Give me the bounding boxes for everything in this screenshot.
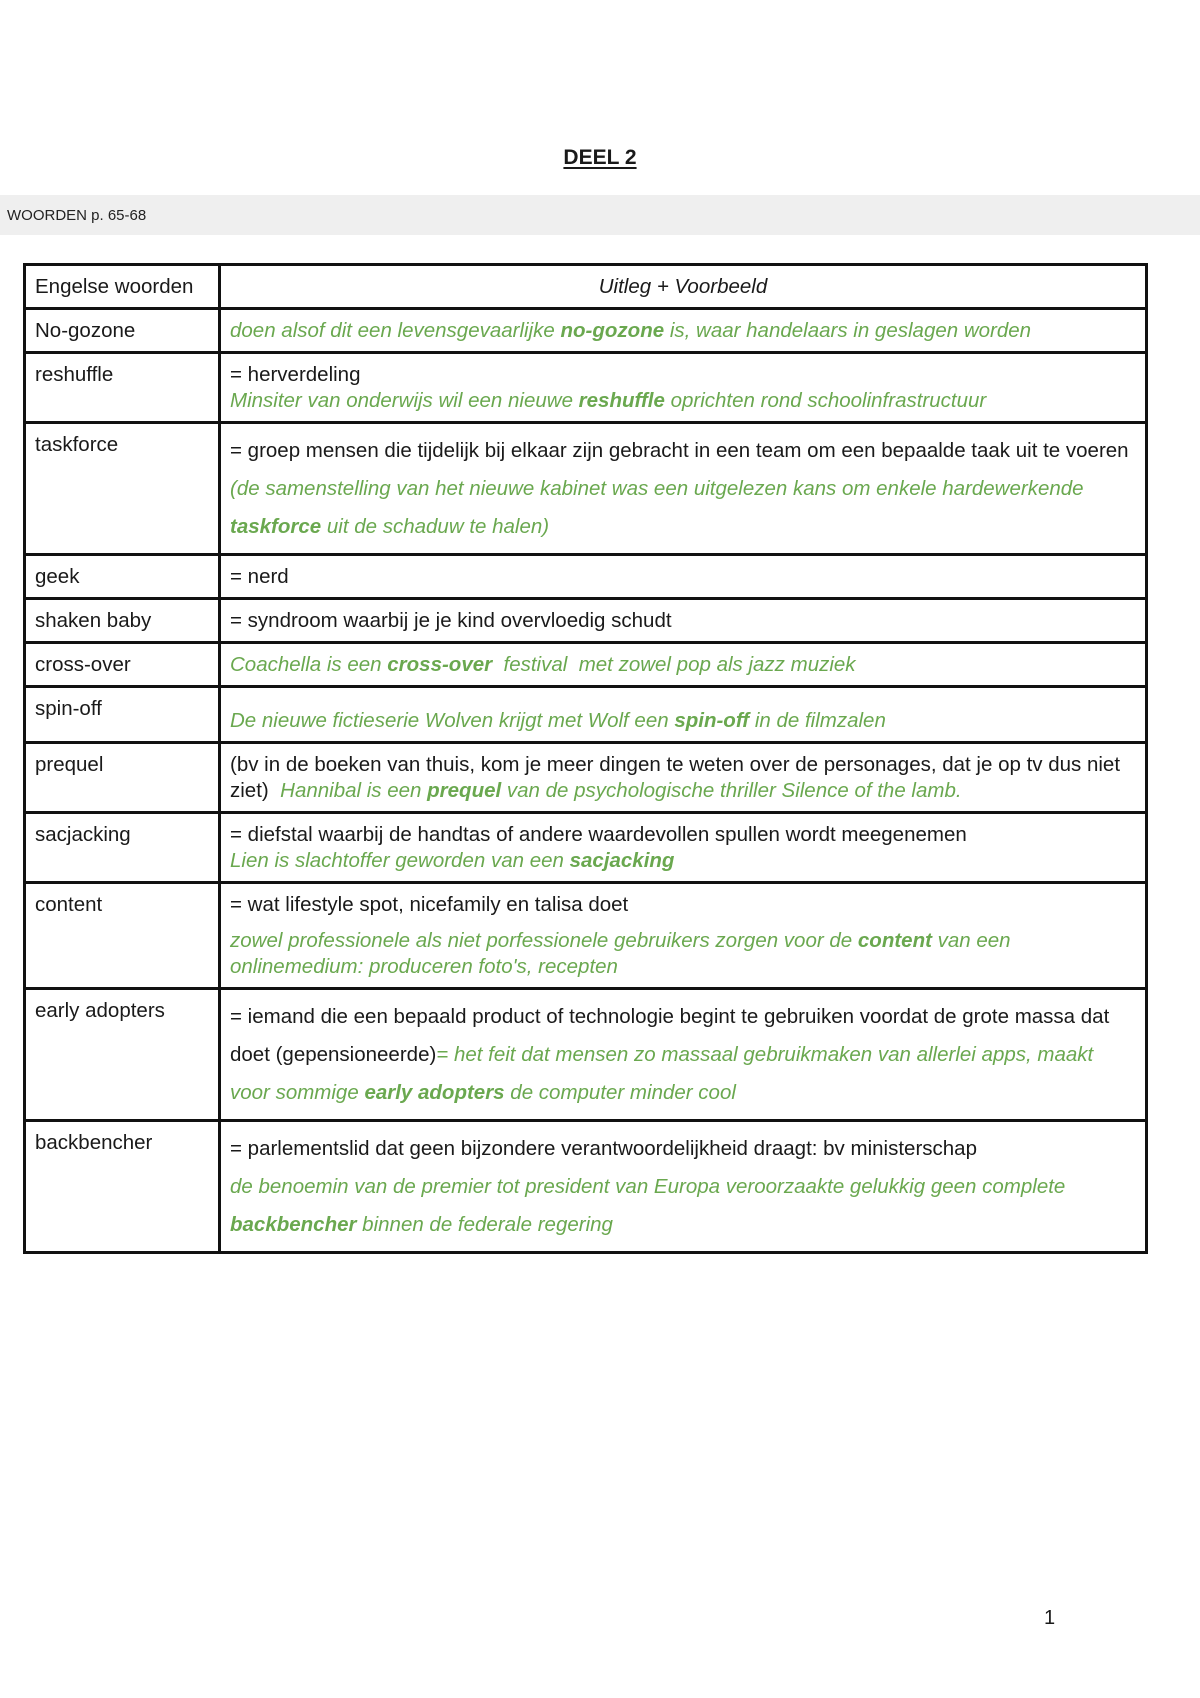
table-row	[25, 555, 1147, 599]
example-keyword: early adopters	[364, 1081, 505, 1104]
term-cell: taskforce	[25, 423, 220, 555]
example-text: doen alsof dit een levensgevaarlijke	[230, 319, 561, 342]
explanation-cell	[220, 643, 1147, 687]
example-text: De nieuwe fictieserie Wolven krijgt met Wolf een	[230, 709, 675, 732]
explanation-cell	[220, 599, 1147, 643]
definition-text: = parlementslid dat geen bijzondere verantwoordelijkheid draagt: bv ministerschap	[230, 1137, 977, 1160]
example-sentence	[230, 653, 856, 676]
example-sentence	[230, 848, 1136, 874]
explanation-cell	[220, 743, 1147, 813]
table-row	[25, 813, 1147, 883]
explanation-cell	[220, 555, 1147, 599]
example-keyword: reshuffle	[578, 389, 665, 412]
table-row	[25, 687, 1147, 743]
example-sentence	[280, 779, 961, 802]
example-text: zowel professionele als niet porfessionele gebruikers zorgen voor de	[230, 929, 858, 952]
explanation-cell	[220, 1121, 1147, 1253]
example-sentence	[230, 388, 1136, 414]
explanation-cell	[220, 423, 1147, 555]
table-row	[25, 309, 1147, 353]
example-keyword: cross-over	[387, 653, 493, 676]
example-text: de benoemin van de premier tot president van Europa veroorzaakte gelukkig geen complete	[230, 1175, 1066, 1198]
table-row	[25, 743, 1147, 813]
example-text: Coachella is een	[230, 653, 388, 676]
example-text: Minsiter van onderwijs wil een nieuwe	[230, 389, 579, 412]
page-number: 1	[1044, 1607, 1056, 1629]
example-keyword: spin-off	[674, 709, 750, 732]
vocabulary-table	[23, 263, 1148, 1254]
definition-text: = wat lifestyle spot, nicefamily en talisa doet	[230, 893, 629, 916]
page-title: DEEL 2	[563, 146, 637, 169]
section-header	[0, 195, 1200, 235]
example-keyword: taskforce	[230, 515, 322, 538]
definition-text: = groep mensen die tijdelijk bij elkaar zijn gebracht in een team om een bepaalde taak uit te voeren	[230, 439, 1129, 462]
term-cell: early adopters	[25, 989, 220, 1121]
term-cell: sacjacking	[25, 813, 220, 883]
definition-text: = syndroom waarbij je je kind overvloedig schudt	[230, 609, 672, 632]
table-row	[25, 353, 1147, 423]
example-text: uit de schaduw te halen)	[321, 515, 550, 538]
example-text: de computer minder cool	[504, 1081, 736, 1104]
term-cell: shaken baby	[25, 599, 220, 643]
example-sentence	[230, 1168, 1136, 1244]
explanation-cell	[220, 309, 1147, 353]
table-row	[25, 1121, 1147, 1253]
example-keyword: backbencher	[230, 1213, 357, 1236]
definition-text: = nerd	[230, 565, 289, 588]
term-cell: prequel	[25, 743, 220, 813]
table-row	[25, 643, 1147, 687]
table-row	[25, 883, 1147, 989]
term-cell: backbencher	[25, 1121, 220, 1253]
example-sentence	[230, 477, 1084, 538]
example-keyword: sacjacking	[569, 849, 675, 872]
explanation-cell	[220, 883, 1147, 989]
example-keyword: content	[857, 929, 932, 952]
example-text: = het feit dat mensen zo massaal gebruikmaken van allerlei apps, maakt voor sommige	[230, 1043, 1094, 1104]
example-sentence	[230, 709, 886, 732]
explanation-cell	[220, 353, 1147, 423]
header-term: Engelse woorden	[25, 265, 220, 309]
term-cell: cross-over	[25, 643, 220, 687]
definition-text: = diefstal waarbij de handtas of andere waardevollen spullen wordt meegenemen	[230, 823, 967, 846]
example-text: (de samenstelling van het nieuwe kabinet was een uitgelezen kans om enkele hardewerkende	[230, 477, 1084, 500]
example-sentence	[230, 928, 1136, 980]
section-label: WOORDEN p. 65-68	[7, 207, 147, 224]
example-text: van de psychologische thriller Silence of the lamb.	[501, 779, 962, 802]
table-header-row	[25, 265, 1147, 309]
example-text: in de filmzalen	[749, 709, 886, 732]
example-text: is, waar handelaars in geslagen worden	[664, 319, 1032, 342]
example-text: van een onlinemedium: produceren foto's, recepten	[230, 929, 1011, 978]
term-cell: geek	[25, 555, 220, 599]
term-cell: No-gozone	[25, 309, 220, 353]
example-text: oprichten rond schoolinfrastructuur	[664, 389, 987, 412]
header-explanation: Uitleg + Voorbeeld	[220, 265, 1147, 309]
example-keyword: no-gozone	[560, 319, 665, 342]
example-text: Lien is slachtoffer geworden van een	[230, 849, 570, 872]
table-row	[25, 423, 1147, 555]
table-row	[25, 599, 1147, 643]
example-keyword: prequel	[427, 779, 502, 802]
explanation-cell	[220, 813, 1147, 883]
example-text: binnen de federale regering	[356, 1213, 613, 1236]
table-row	[25, 989, 1147, 1121]
explanation-cell	[220, 989, 1147, 1121]
term-cell: content	[25, 883, 220, 989]
example-sentence	[230, 319, 1031, 342]
definition-text: (bv in de boeken van thuis, kom je meer dingen te weten over de personages, dat je op tv dus niet ziet)	[230, 753, 1121, 802]
example-text: Hannibal is een	[280, 779, 428, 802]
example-text: festival met zowel pop als jazz muziek	[492, 653, 856, 676]
explanation-cell	[220, 687, 1147, 743]
definition-text: = iemand die een bepaald product of technologie begint te gebruiken voordat de grote massa dat doet (gepensioneerde)	[230, 1005, 1110, 1066]
term-cell: spin-off	[25, 687, 220, 743]
definition-text: = herverdeling	[230, 363, 361, 386]
term-cell: reshuffle	[25, 353, 220, 423]
